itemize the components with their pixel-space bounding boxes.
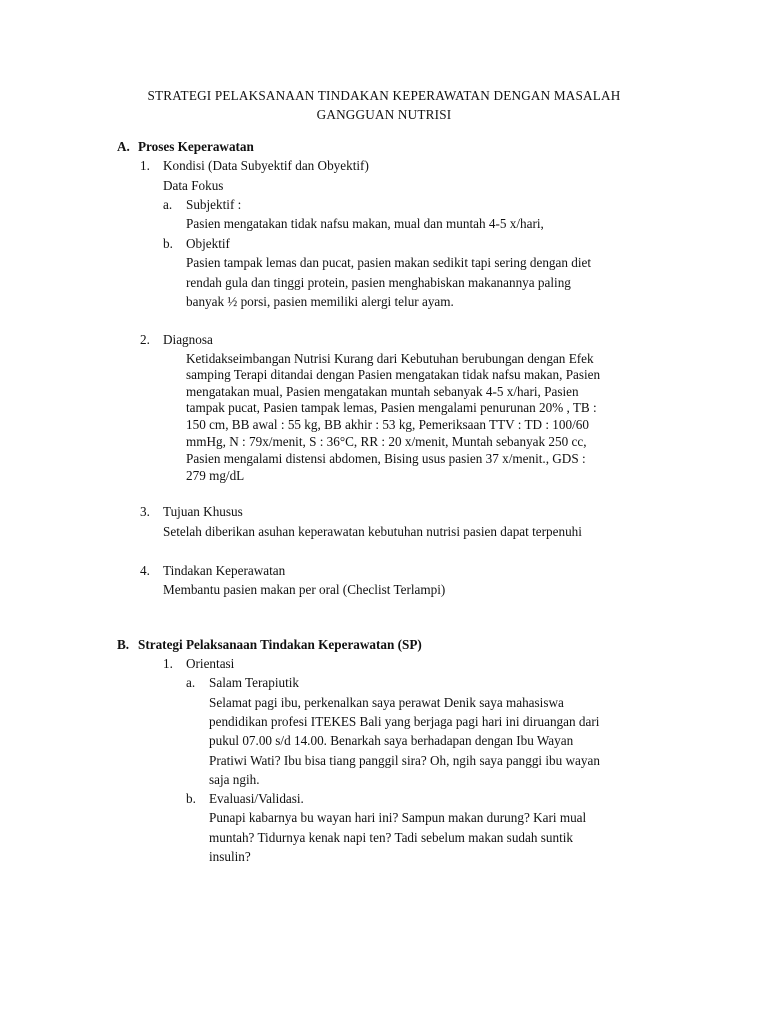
b1a-text-line: Pratiwi Wati? Ibu bisa tiang panggil sira? Oh, ngih saya panggi ibu wayan <box>209 753 600 768</box>
doc-title-line-1: STRATEGI PELAKSANAAN TINDAKAN KEPERAWATAN DENGAN MASALAH <box>147 88 621 103</box>
a3-number: 3. <box>140 504 150 519</box>
section-b-heading: Strategi Pelaksanaan Tindakan Keperawatan (SP) <box>138 637 422 652</box>
a1-label: Kondisi (Data Subyektif dan Obyektif) <box>163 158 369 173</box>
a4-text: Membantu pasien makan per oral (Checlist Terlampi) <box>163 582 446 597</box>
a1-subheading: Data Fokus <box>163 178 224 193</box>
a1b-marker: b. <box>163 236 173 251</box>
a1a-text: Pasien mengatakan tidak nafsu makan, mual dan muntah 4-5 x/hari, <box>186 216 544 231</box>
b1a-text-line: Selamat pagi ibu, perkenalkan saya perawat Denik saya mahasiswa <box>209 695 564 710</box>
a3-text: Setelah diberikan asuhan keperawatan kebutuhan nutrisi pasien dapat terpenuhi <box>163 524 582 539</box>
a2-text-line: Pasien mengalami distensi abdomen, Bising usus pasien 37 x/menit., GDS : <box>186 451 586 466</box>
a3-label: Tujuan Khusus <box>163 504 243 519</box>
b1a-label: Salam Terapiutik <box>209 675 300 690</box>
a2-text-line: 150 cm, BB awal : 55 kg, BB akhir : 53 kg, Pemeriksaan TTV : TD : 100/60 <box>186 417 589 432</box>
a2-text-line: Ketidakseimbangan Nutrisi Kurang dari Kebutuhan berubungan dengan Efek <box>186 351 594 366</box>
a1b-text-line: banyak ½ porsi, pasien memiliki alergi telur ayam. <box>186 294 454 309</box>
a2-text-line: 279 mg/dL <box>186 468 245 483</box>
b1a-text-line: saja ngih. <box>209 772 260 787</box>
b1a-text-line: pukul 07.00 s/d 14.00. Benarkah saya berhadapan dengan Ibu Wayan <box>209 733 574 748</box>
section-b-marker: B. <box>117 637 130 652</box>
section-a-marker: A. <box>117 139 130 154</box>
b1b-marker: b. <box>186 791 196 806</box>
a1b-text-line: Pasien tampak lemas dan pucat, pasien makan sedikit tapi sering dengan diet <box>186 255 592 270</box>
section-a-heading: Proses Keperawatan <box>138 139 254 154</box>
b1b-text-line: insulin? <box>209 849 251 864</box>
a1b-label: Objektif <box>186 236 230 251</box>
a2-label: Diagnosa <box>163 332 213 347</box>
b1b-label: Evaluasi/Validasi. <box>209 791 304 806</box>
a4-number: 4. <box>140 563 150 578</box>
a2-text-line: samping Terapi ditandai dengan Pasien mengatakan tidak nafsu makan, Pasien <box>186 367 601 382</box>
a2-number: 2. <box>140 332 150 347</box>
b1a-text-line: pendidikan profesi ITEKES Bali yang berjaga pagi hari ini diruangan dari <box>209 714 600 729</box>
a1a-marker: a. <box>163 197 173 212</box>
a2-text-line: mmHg, N : 79x/menit, S : 36°C, RR : 20 x/menit, Muntah sebanyak 250 cc, <box>186 434 587 449</box>
a1a-label: Subjektif : <box>186 197 242 212</box>
b1b-text-line: muntah? Tidurnya kenak napi ten? Tadi sebelum makan sudah suntik <box>209 830 573 845</box>
a2-text-line: tampak pucat, Pasien tampak lemas, Pasien mengalami penurunan 20% , TB : <box>186 400 597 415</box>
b1b-text-line: Punapi kabarnya bu wayan hari ini? Sampun makan durung? Kari mual <box>209 810 587 825</box>
doc-title-line-2: GANGGUAN NUTRISI <box>316 107 452 122</box>
b1a-marker: a. <box>186 675 196 690</box>
a1-number: 1. <box>140 158 150 173</box>
a4-label: Tindakan Keperawatan <box>163 563 286 578</box>
b1-label: Orientasi <box>186 656 235 671</box>
a2-text-line: mengatakan mual, Pasien mengatakan muntah sebanyak 4-5 x/hari, Pasien <box>186 384 579 399</box>
a1b-text-line: rendah gula dan tinggi protein, pasien menghabiskan makanannya paling <box>186 275 571 290</box>
b1-number: 1. <box>163 656 173 671</box>
